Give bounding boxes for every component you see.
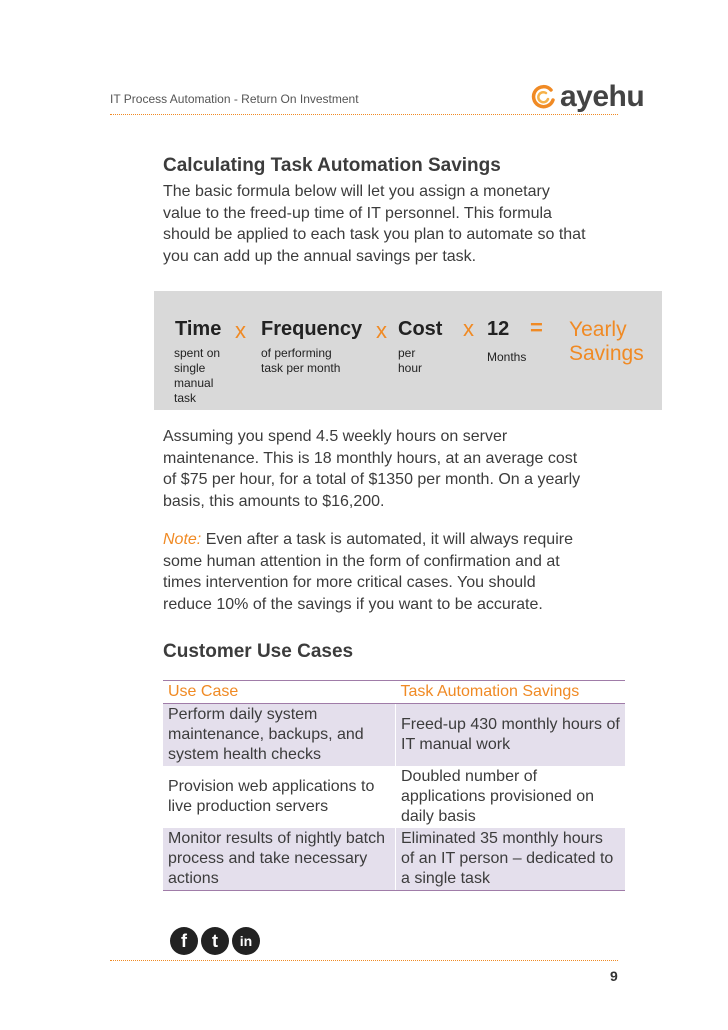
table-header-row — [163, 681, 625, 704]
section-heading: Calculating Task Automation Savings — [163, 155, 501, 176]
formula-time-description: spent on single manual task — [174, 346, 221, 405]
section-heading: Customer Use Cases — [163, 641, 354, 662]
paragraph-line: reduce 10% of the savings if you want to be accurate. — [163, 595, 543, 613]
savings-cell: Eliminated 35 monthly hours of an IT person – dedicated to a single task — [396, 828, 626, 891]
table-row — [163, 704, 625, 767]
social-links — [170, 927, 260, 955]
formula-months-value: 12 — [487, 318, 510, 340]
paragraph-line: The basic formula below will let you assign a monetary — [163, 183, 550, 200]
use-case-cell: Perform daily system maintenance, backups, and system health checks — [163, 704, 396, 767]
formula-months-label: Months — [487, 350, 527, 364]
paragraph-line: basis, this amounts to $16,200. — [163, 492, 385, 510]
page-number: 9 — [610, 968, 618, 984]
formula-equals-operator: = — [530, 315, 543, 340]
note-paragraph — [163, 529, 633, 615]
table-row — [163, 766, 625, 828]
savings-cell: Doubled number of applications provisioned on daily basis — [401, 768, 595, 825]
ayehu-logo — [530, 80, 644, 114]
paragraph-line: some human attention in the form of confirmation and at — [163, 552, 560, 570]
facebook-icon[interactable]: f — [170, 927, 198, 955]
formula-result: Yearly Savings — [569, 318, 644, 365]
twitter-icon[interactable]: t — [201, 927, 229, 955]
savings-cell: Freed-up 430 monthly hours of IT manual work — [396, 704, 626, 767]
logo-wordmark: ayehu — [560, 80, 645, 113]
paragraph-line: times intervention for more critical cases. You should — [163, 574, 536, 591]
formula-multiply-operator: x — [235, 318, 246, 343]
example-paragraph — [163, 426, 633, 512]
formula-multiply-operator: x — [376, 318, 387, 343]
formula-cost-description: per hour — [398, 346, 423, 375]
paragraph-line: Assuming you spend 4.5 weekly hours on server — [163, 428, 508, 445]
formula-multiply-operator: x — [463, 316, 474, 341]
paragraph-line: should be applied to each task you plan to automate so that — [163, 226, 586, 243]
paragraph-line: of $75 per hour, for a total of $1350 per month. On a yearly — [163, 471, 581, 488]
note-label: Note: — [163, 531, 202, 548]
formula-cost-label: Cost — [398, 318, 443, 340]
section-use-cases — [163, 641, 633, 663]
paragraph-line: value to the freed-up time of IT personnel. This formula — [163, 204, 552, 222]
use-case-cell: Provision web applications to live production servers — [163, 766, 396, 828]
logo-swirl-icon — [530, 84, 556, 110]
document-header-title: IT Process Automation - Return On Investment — [110, 92, 359, 106]
paragraph-line: Note: Even after a task is automated, it will always require — [163, 531, 573, 548]
use-case-cell: Monitor results of nightly batch process and take necessary actions — [163, 828, 396, 891]
paragraph-line: maintenance. This is 18 monthly hours, at an average cost — [163, 449, 578, 467]
savings-formula-box — [154, 291, 662, 410]
table-row — [163, 828, 625, 891]
paragraph-line: you can add up the annual savings per task. — [163, 247, 477, 265]
formula-frequency-label: Frequency — [261, 318, 363, 340]
formula-time-label: Time — [175, 318, 222, 340]
linkedin-icon[interactable]: in — [232, 927, 260, 955]
column-header-use-case: Use Case — [163, 681, 396, 704]
section-task-savings — [163, 155, 633, 267]
formula-frequency-description: of performing task per month — [261, 346, 341, 375]
column-header-savings: Task Automation Savings — [396, 681, 626, 704]
footer-divider — [110, 960, 618, 961]
use-cases-table — [163, 680, 625, 891]
header-divider — [110, 114, 618, 115]
